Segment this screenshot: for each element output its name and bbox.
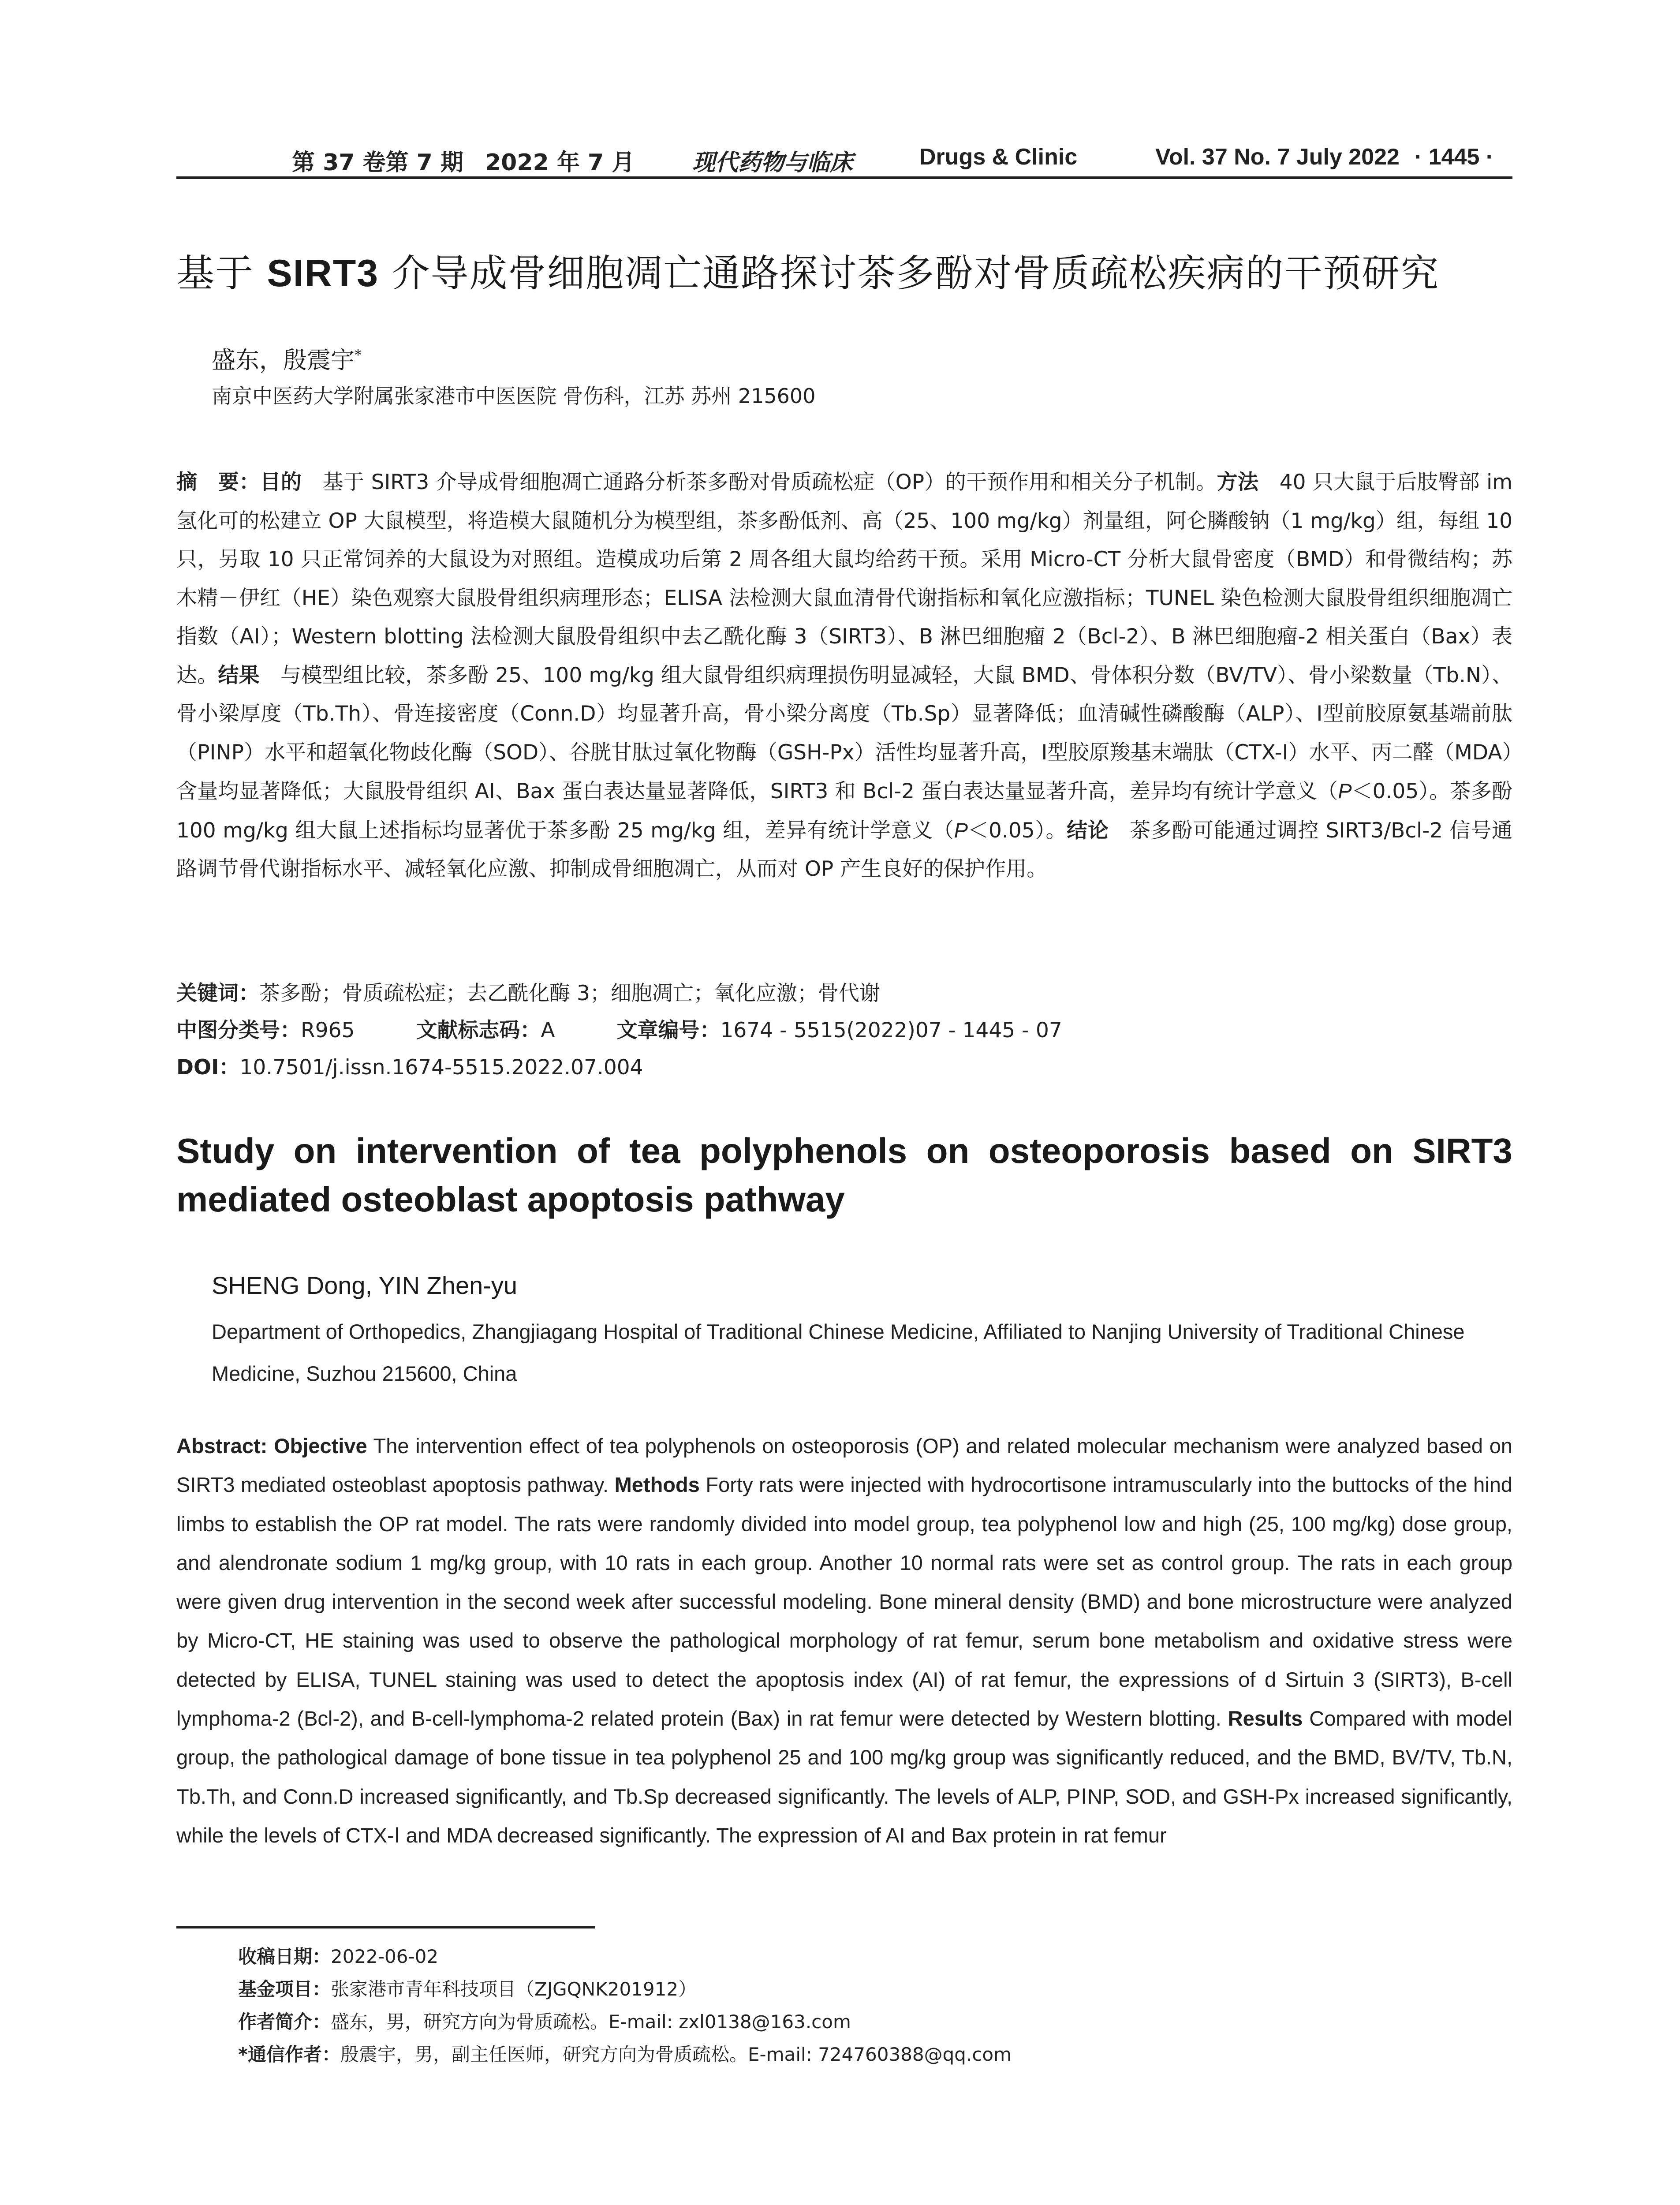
article-title-en	[176, 1127, 1512, 1224]
footnote-rule	[176, 1926, 595, 1928]
article-title-cn	[176, 247, 1512, 300]
doi-label: DOI：	[176, 1055, 240, 1080]
methods-label-cn: 方法	[1217, 470, 1259, 494]
received-date: 2022-06-02	[331, 1946, 439, 1967]
footnote-corresponding	[238, 2038, 1473, 2071]
corresponding-label: *通信作者：	[238, 2044, 340, 2065]
header-journal-cn: 现代药物与临床	[692, 149, 853, 176]
received-label: 收稿日期：	[238, 1946, 331, 1967]
article-number-value: 1674 - 5515(2022)07 - 1445 - 07	[720, 1018, 1062, 1043]
affiliation-en: Department of Orthopedics, Zhangjiagang Hospital of Traditional Chinese Medicine, Affiliated to Nanjing University of Traditional Chinese Medicine, Suzhou 215600, China	[212, 1320, 1465, 1385]
affiliation-cn: 南京中医药大学附属张家港市中医医院 骨伤科，江苏 苏州 215600	[212, 384, 816, 408]
corresponding-mark: *	[355, 347, 362, 363]
author-names-cn: 盛东，殷震宇	[212, 346, 355, 374]
doc-code-label: 文献标志码：	[416, 1018, 541, 1043]
authors-en: SHENG Dong, YIN Zhen-yu	[212, 1271, 518, 1299]
article-number-label: 文章编号：	[616, 1018, 721, 1043]
keywords-cn	[176, 978, 1512, 1009]
classification-line	[176, 1015, 1512, 1046]
authors-cn	[212, 340, 362, 376]
clc-value: R965	[301, 1018, 355, 1043]
header-volume-issue: 第 37 卷第 7 期	[292, 149, 463, 176]
results-label-cn: 结果	[218, 663, 260, 688]
results-cn-part2: ＜0.05）。茶多酚 100 mg/kg 组大鼠上述指标均显著优于茶多酚 25 mg/kg 组，差异有统计学意义（	[176, 779, 1512, 843]
author-bio-label: 作者简介：	[238, 2011, 331, 2033]
doi-line	[176, 1052, 1512, 1083]
abstract-cn-label: 摘 要：	[176, 470, 260, 494]
author-bio-value: 盛东，男，研究方向为骨质疏松。E-mail: zxl0138@163.com	[331, 2011, 851, 2033]
header-date: 2022 年 7 月	[485, 149, 635, 176]
header-rule	[176, 176, 1512, 179]
fund-value: 张家港市青年科技项目（ZJGQNK201912）	[331, 1978, 697, 2000]
footnote-received	[238, 1940, 1473, 1973]
p-value-symbol: P	[1338, 779, 1352, 803]
abstract-en	[176, 1427, 1512, 1855]
results-en: Compared with model group, the pathological damage of bone tissue in tea polyphenol 25 and 100 mg/kg group was significantly reduced, and the BMD, BV/TV, Tb.N, Tb.Th, and Conn.D increased significantly, and Tb.Sp decreased significantly. The levels of ALP, PⅠNP, SOD, and GSH-Px increased significantly, while the levels of CTX-Ⅰ and MDA decreased significantly. The expression of AI and Bax protein in rat femur	[176, 1707, 1512, 1847]
doi-link[interactable]: 10.7501/j.issn.1674-5515.2022.07.004	[239, 1055, 643, 1080]
objective-cn: 基于 SIRT3 介导成骨细胞凋亡通路分析茶多酚对骨质疏松症（OP）的干预作用和相关分子机制。	[302, 470, 1217, 494]
header-volume-en: Vol. 37 No. 7 July 2022	[1155, 144, 1400, 170]
title-cn-term: SIRT3	[267, 252, 379, 295]
corresponding-value: 殷震宇，男，副主任医师，研究方向为骨质疏松。E-mail: 724760388@qq.com	[340, 2044, 1012, 2065]
results-label-en: Results	[1228, 1707, 1303, 1730]
results-cn-part3: ＜0.05）。	[968, 818, 1067, 843]
objective-en: The intervention effect of tea polyphenols on osteoporosis (OP) and related molecular mechanism were analyzed based on SIRT3 mediated osteoblast apoptosis pathway.	[176, 1434, 1512, 1497]
abstract-en-label: Abstract:	[176, 1434, 268, 1458]
footnote-author	[238, 2006, 1473, 2038]
header-journal-en: Drugs & Clinic	[919, 144, 1078, 170]
clc-label: 中图分类号：	[176, 1018, 301, 1043]
running-header	[176, 140, 1512, 176]
results-cn-part1: 与模型组比较，茶多酚 25、100 mg/kg 组大鼠骨组织病理损伤明显减轻，大鼠 BMD、骨体积分数（BV/TV）、骨小梁数量（Tb.N）、骨小梁厚度（Tb.Th）、骨连接密度（Conn.D）均显著升高，骨小梁分离度（Tb.Sp）显著降低；血清碱性磷酸酶（ALP）、Ⅰ型前胶原氨基端前肽（PⅠNP）水平和超氧化物歧化酶（SOD）、谷胱甘肽过氧化物酶（GSH-Px）活性均显著升高，Ⅰ型胶原羧基末端肽（CTX-Ⅰ）水平、丙二醛（MDA）含量均显著降低；大鼠股骨组织 AI、Bax 蛋白表达量显著降低，SIRT3 和 Bcl-2 蛋白表达量显著升高，差异均有统计学意义（	[176, 663, 1512, 804]
fund-label: 基金项目：	[238, 1978, 331, 2000]
objective-label-en: Objective	[274, 1434, 367, 1458]
p-value-symbol: P	[954, 818, 968, 842]
footnote-fund	[238, 1973, 1473, 2006]
title-cn-rest: 介导成骨细胞凋亡通路探讨茶多酚对骨质疏松疾病的干预研究	[392, 251, 1440, 295]
title-en-line2: mediated osteoblast apoptosis pathway	[176, 1180, 845, 1219]
abstract-cn	[176, 463, 1512, 889]
keywords-value: 茶多酚；骨质疏松症；去乙酰化酶 3；细胞凋亡；氧化应激；骨代谢	[259, 981, 880, 1005]
keywords-label: 关键词：	[176, 981, 259, 1005]
conclusion-cn: 茶多酚可能通过调控 SIRT3/Bcl-2 信号通路调节骨代谢指标水平、减轻氧化应激、抑制成骨细胞凋亡，从而对 OP 产生良好的保护作用。	[176, 818, 1512, 881]
footnotes	[238, 1940, 1473, 2071]
methods-en: Forty rats were injected with hydrocortisone intramuscularly into the buttocks of the hind limbs to establish the OP rat model. The rats were randomly divided into model group, tea polyphenol low and high (25, 100 mg/kg) dose group, and alendronate sodium 1 mg/kg group, with 10 rats in each group. Another 10 normal rats were set as control group. The rats in each group were given drug intervention in the second week after successful modeling. Bone mineral density (BMD) and bone microstructure were analyzed by Micro-CT, HE staining was used to observe the pathological morphology of rat femur, serum bone metabolism and oxidative stress were detected by ELISA, TUNEL staining was used to detect the apoptosis index (AI) of rat femur, the expressions of d Sirtuin 3 (SIRT3), B-cell lymphoma-2 (Bcl-2), and B-cell-lymphoma-2 related protein (Bax) in rat femur were detected by Western blotting.	[176, 1473, 1512, 1730]
methods-cn: 40 只大鼠于后肢臀部 im 氢化可的松建立 OP 大鼠模型，将造模大鼠随机分为模型组，茶多酚低剂、高（25、100 mg/kg）剂量组，阿仑膦酸钠（1 mg/kg）组，每组 10 只，另取 10 只正常饲养的大鼠设为对照组。造模成功后第 2 周各组大鼠均给药干预。采用 Micro-CT 分析大鼠骨密度（BMD）和骨微结构；苏木精－伊红（HE）染色观察大鼠股骨组织病理形态；ELISA 法检测大鼠血清骨代谢指标和氧化应激指标；TUNEL 染色检测大鼠股骨组织细胞凋亡指数（AI）；Western blotting 法检测大鼠股骨组织中去乙酰化酶 3（SIRT3）、B 淋巴细胞瘤 2（Bcl-2）、B 淋巴细胞瘤-2 相关蛋白（Bax）表达。	[176, 470, 1513, 688]
title-cn-prefix: 基于	[176, 251, 254, 295]
doc-code-value: A	[541, 1018, 555, 1043]
methods-label-en: Methods	[614, 1473, 700, 1497]
conclusion-label-cn: 结论	[1067, 818, 1109, 843]
objective-label-cn: 目的	[260, 470, 302, 494]
title-en-line1: Study on intervention of tea polyphenols on osteoporosis based on SIRT3	[176, 1131, 1512, 1170]
header-page-number: · 1445 ·	[1415, 144, 1494, 170]
